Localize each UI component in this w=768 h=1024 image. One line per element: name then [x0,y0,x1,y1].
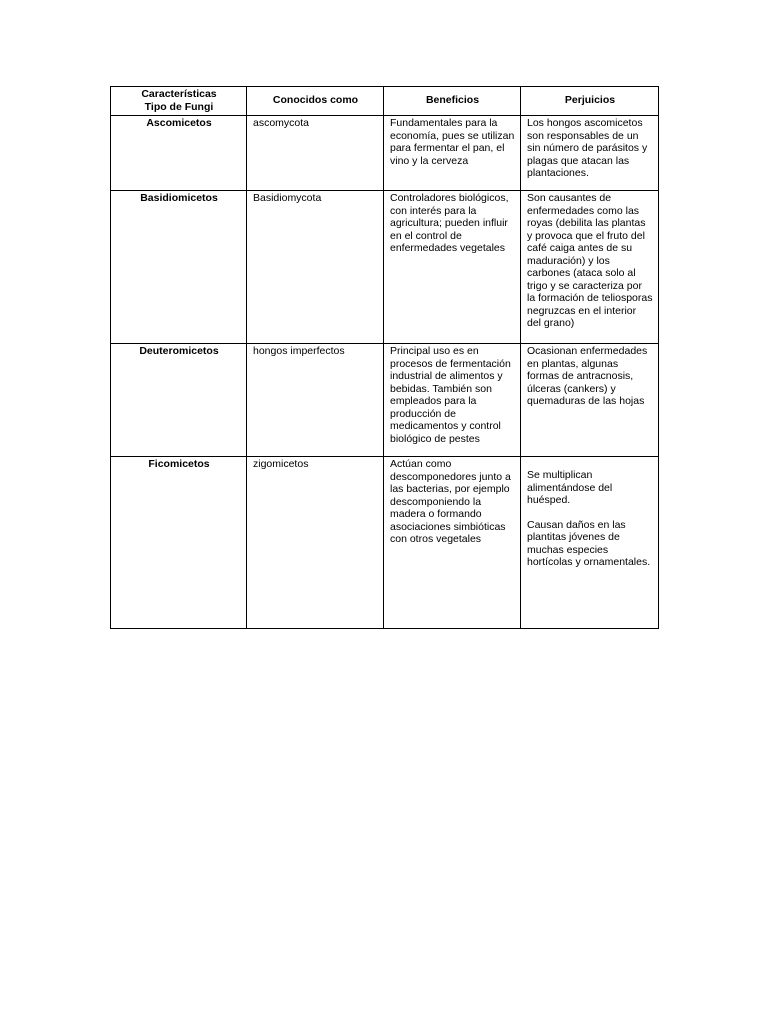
table-row-basidiomicetos [111,191,659,344]
header-known-as: Conocidos como [247,87,384,116]
table-row-deuteromicetos [111,344,659,457]
harms-paragraph-1: Se multiplican alimentándose del huésped. [527,469,613,506]
known-as-cell: Basidiomycota [247,191,384,344]
header-type-line2: Tipo de Fungi [144,100,214,113]
type-cell: Basidiomicetos [111,191,247,344]
harms-cell [521,457,659,629]
header-type-line1: Características [141,88,217,100]
fungi-comparison-table [110,86,659,629]
benefits-cell: Actúan como descomponedores junto a las bacterias, por ejemplo descomponiendo la madera o formando asociaciones simbióticas con otros vegetales [384,457,521,629]
known-as-cell: ascomycota [247,116,384,191]
type-cell: Ficomicetos [111,457,247,629]
header-type [111,87,247,116]
type-cell: Deuteromicetos [111,344,247,457]
benefits-cell: Principal uso es en procesos de fermentación industrial de alimentos y bebidas. También son empleados para la producción de medicamentos y control biológico de pestes [384,344,521,457]
type-cell: Ascomicetos [111,116,247,191]
table-row-ascomicetos [111,116,659,191]
known-as-cell: hongos imperfectos [247,344,384,457]
header-benefits: Beneficios [384,87,521,116]
harms-cell: Ocasionan enfermedades en plantas, algunas formas de antracnosis, úlceras (cankers) y quemaduras de las hojas [521,344,659,457]
harms-cell: Los hongos ascomicetos son responsables de un sin número de parásitos y plagas que atacan las plantaciones. [521,116,659,191]
table-header-row [111,87,659,116]
header-harms: Perjuicios [521,87,659,116]
known-as-cell: zigomicetos [247,457,384,629]
harms-cell: Son causantes de enfermedades como las royas (debilita las plantas y provoca que el fruto del café caiga antes de su maduración) y los carbones (ataca solo al trigo y se caracteriza por la formación de teliosporas negruzcas en el interior del grano) [521,191,659,344]
benefits-cell: Fundamentales para la economía, pues se utilizan para fermentar el pan, el vino y la cerveza [384,116,521,191]
benefits-cell: Controladores biológicos, con interés para la agricultura; pueden influir en el control de enfermedades vegetales [384,191,521,344]
harms-paragraph-2: Causan daños en las plantitas jóvenes de muchas especies hortícolas y ornamentales. [527,518,651,568]
table-row-ficomicetos [111,457,659,629]
